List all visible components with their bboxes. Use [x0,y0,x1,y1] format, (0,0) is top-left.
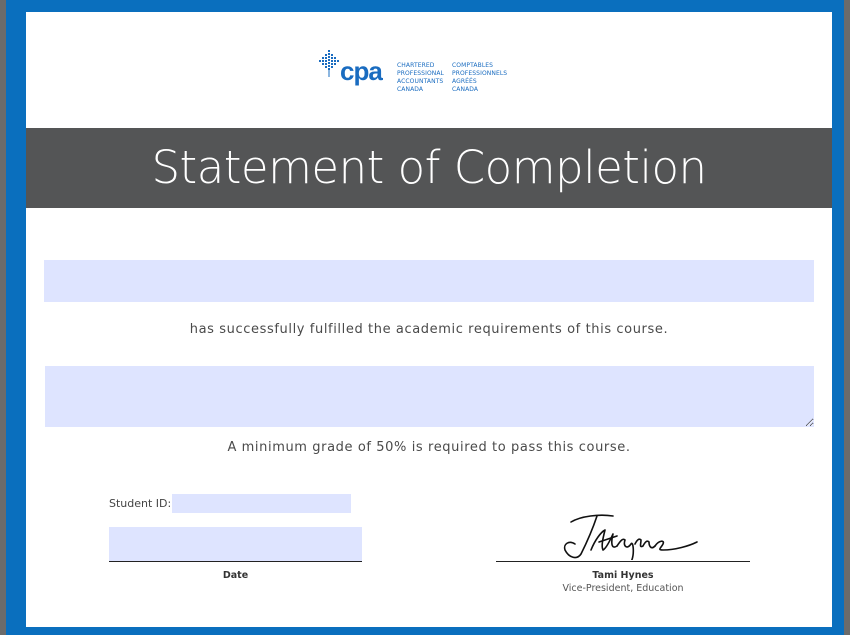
signatory-role: Vice-President, Education [562,583,684,594]
course-details-field[interactable] [45,366,814,427]
date-caption: Date [222,570,249,581]
logo-french-text: COMPTABLES PROFESSIONNELS AGRÉÉS CANADA [452,62,508,93]
recipient-name-field[interactable] [44,260,814,302]
maple-leaf-icon [317,48,341,78]
fulfilled-statement: has successfully fulfilled the academic requirements of this course. [189,322,669,337]
signature-line [496,561,750,562]
logo-english-text: CHARTERED PROFESSIONAL ACCOUNTANTS CANADA [397,62,444,93]
grade-requirement-text: A minimum grade of 50% is required to pass this course. [227,440,631,455]
date-underline [109,561,362,562]
title-band [26,128,832,208]
certificate-page [26,12,832,627]
signature-image [551,510,701,560]
student-id-field[interactable] [172,494,351,513]
cpa-logo [317,48,547,96]
student-id-label: Student ID: [109,497,172,510]
cpa-wordmark: cpa [340,56,382,86]
certificate-title: Statement of Completion [151,141,707,194]
signatory-name: Tami Hynes [592,570,654,581]
date-field[interactable] [109,527,362,561]
